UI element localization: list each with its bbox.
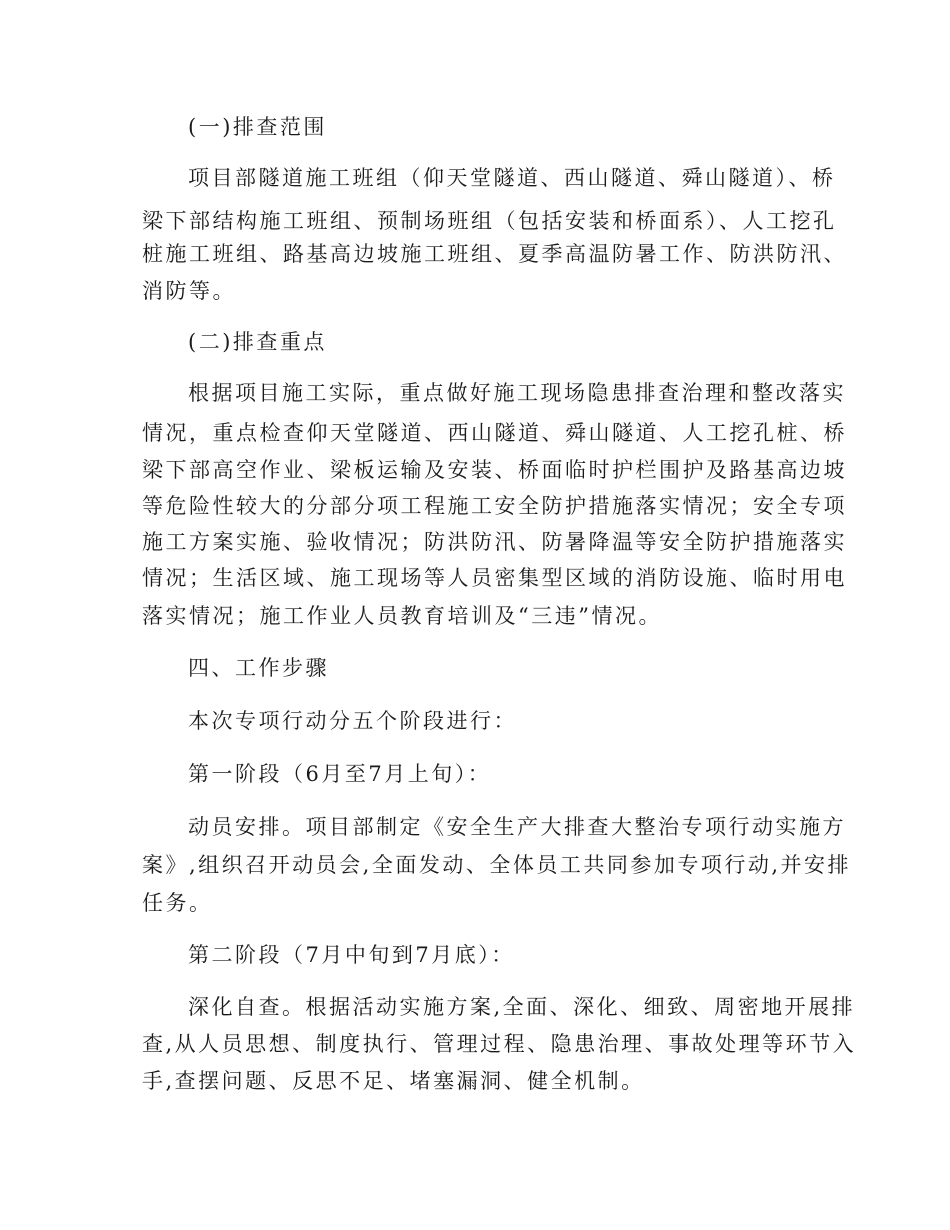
paragraph-line: 情况；生活区域、施工现场等人员密集型区域的消防设施、临时用电: [142, 566, 847, 590]
paragraph-line: 施工方案实施、验收情况；防洪防汛、防暑降温等安全防护措施落实: [142, 530, 847, 554]
paragraph-line: 案》,组织召开动员会,全面发动、全体员工共同参加专项行动,并安排: [142, 853, 852, 877]
paragraph-line: 手,查摆问题、反思不足、堵塞漏洞、健全机制。: [142, 1069, 645, 1093]
section-heading: (二)排查重点: [188, 330, 327, 354]
paragraph-line: 情况，重点检查仰天堂隧道、西山隧道、舜山隧道、人工挖孔桩、桥: [142, 421, 847, 445]
paragraph-line: 桩施工班组、路基高边坡施工班组、夏季高温防暑工作、防洪防汛、: [142, 242, 847, 266]
section-heading: 四、工作步骤: [188, 656, 329, 680]
section-heading: (一)排查范围: [188, 115, 327, 139]
paragraph-line: 项目部隧道施工班组（仰天堂隧道、西山隧道、舜山隧道）、桥: [188, 166, 836, 190]
paragraph-line: 动员安排。项目部制定《安全生产大排查大整治专项行动实施方: [188, 815, 846, 839]
paragraph-line: 梁下部结构施工班组、预制场班组（包括安装和桥面系）、人工挖孔: [142, 209, 837, 233]
paragraph-line: 等危险性较大的分部分项工程施工安全防护措施落实情况；安全专项: [142, 494, 847, 518]
section-heading: 第一阶段（6月至7月上旬）：: [188, 762, 492, 786]
paragraph-line: 任务。: [142, 891, 213, 915]
paragraph-line: 本次专项行动分五个阶段进行：: [188, 709, 517, 733]
paragraph-line: 深化自查。根据活动实施方案,全面、深化、细致、周密地开展排: [188, 995, 856, 1019]
paragraph-line: 消防等。: [142, 279, 236, 303]
paragraph-line: 查,从人员思想、制度执行、管理过程、隐患治理、事故处理等环节入: [142, 1032, 857, 1056]
paragraph-line: 梁下部高空作业、梁板运输及安装、桥面临时护栏围护及路基高边坡: [142, 458, 847, 482]
paragraph-line: 根据项目施工实际，重点做好施工现场隐患排查治理和整改落实: [188, 381, 846, 405]
paragraph-line: 落实情况；施工作业人员教育培训及“三违”情况。: [142, 604, 662, 628]
section-heading: 第二阶段（7月中旬到7月底）：: [188, 943, 515, 967]
